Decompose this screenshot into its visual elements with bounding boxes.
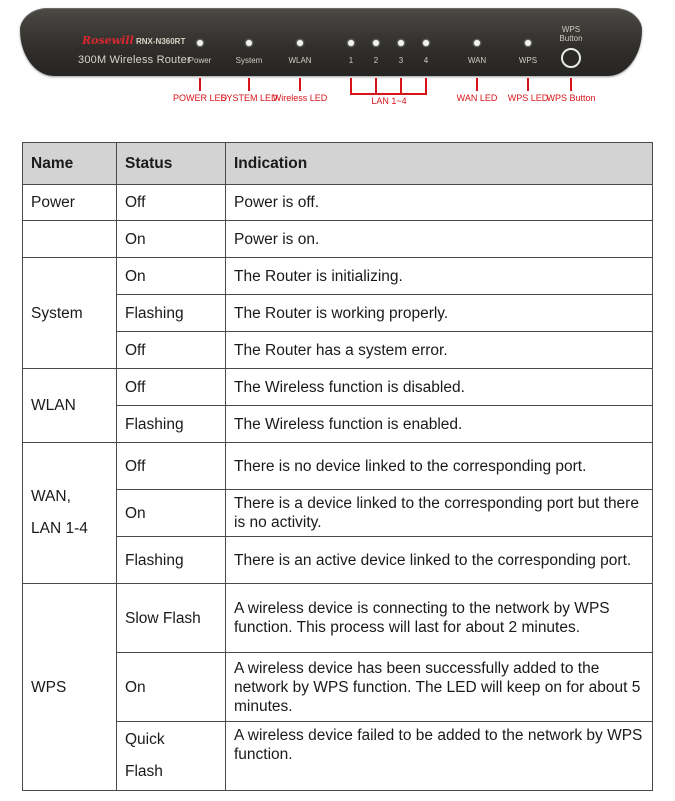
lan3-callout-line xyxy=(400,78,402,94)
wlan-led-icon xyxy=(297,40,303,46)
status-cell: Quick Flash xyxy=(117,722,226,791)
table-row xyxy=(23,221,653,258)
indication-cell: Power is off. xyxy=(226,185,653,221)
indication-cell: There is an active device linked to the corresponding port. xyxy=(226,537,653,584)
lan2-led-icon xyxy=(373,40,379,46)
wan-led-label: WAN xyxy=(467,56,487,65)
status-cell: Flashing xyxy=(117,406,226,443)
lan4-led-label: 4 xyxy=(423,56,429,65)
wps-led-icon xyxy=(525,40,531,46)
lan1-led-label: 1 xyxy=(348,56,354,65)
power-led-icon xyxy=(197,40,203,46)
wlan-led-label: WLAN xyxy=(288,56,312,65)
status-cell: Flashing xyxy=(117,295,226,332)
indication-cell: The Wireless function is enabled. xyxy=(226,406,653,443)
header-status: Status xyxy=(117,143,226,185)
wps-button-callout: WPS Button xyxy=(546,93,596,103)
wan-led-callout: WAN LED xyxy=(456,93,498,103)
led-name-system: System xyxy=(23,258,117,369)
indication-cell: The Router is initializing. xyxy=(226,258,653,295)
wireless-callout-line xyxy=(299,78,301,91)
led-status-table xyxy=(22,142,653,791)
status-cell: Slow Flash xyxy=(117,584,226,653)
indication-cell: Power is on. xyxy=(226,221,653,258)
table-row xyxy=(23,258,653,295)
table-row xyxy=(23,722,653,791)
header-indication: Indication xyxy=(226,143,653,185)
power-led-callout: POWER LED xyxy=(172,93,227,103)
wps-led-label: WPS xyxy=(518,56,538,65)
power-led-label: Power xyxy=(188,56,212,65)
lan4-led-icon xyxy=(423,40,429,46)
table-row xyxy=(23,406,653,443)
table-row xyxy=(23,332,653,369)
table-row xyxy=(23,490,653,537)
led-name-empty xyxy=(23,221,117,258)
status-cell: On xyxy=(117,490,226,537)
lan1-led-icon xyxy=(348,40,354,46)
wan-led-icon xyxy=(474,40,480,46)
table-row xyxy=(23,584,653,653)
lan3-led-icon xyxy=(398,40,404,46)
product-name: 300M Wireless Router xyxy=(78,54,191,66)
led-name-power: Power xyxy=(23,185,117,221)
status-cell: Off xyxy=(117,185,226,221)
router-front-panel xyxy=(20,8,642,76)
table-row xyxy=(23,369,653,406)
indication-cell: There is no device linked to the corresponding port. xyxy=(226,443,653,490)
status-cell: On xyxy=(117,653,226,722)
power-callout-line xyxy=(199,78,201,91)
led-name-wan-lan: WAN, LAN 1-4 xyxy=(23,443,117,584)
system-led-callout: SYSTEM LED xyxy=(220,93,278,103)
table-row xyxy=(23,185,653,221)
table-row xyxy=(23,653,653,722)
table-row xyxy=(23,537,653,584)
system-led-icon xyxy=(246,40,252,46)
wireless-led-callout: Wireless LED xyxy=(272,93,328,103)
indication-cell: The Router has a system error. xyxy=(226,332,653,369)
status-cell: On xyxy=(117,258,226,295)
lan2-led-label: 2 xyxy=(373,56,379,65)
indication-cell: A wireless device is connecting to the network by WPS function. This process will last for about 2 minutes. xyxy=(226,584,653,653)
system-callout-line xyxy=(248,78,250,91)
indication-cell: There is a device linked to the corresponding port but there is no activity. xyxy=(226,490,653,537)
status-cell: Off xyxy=(117,369,226,406)
status-cell: On xyxy=(117,221,226,258)
lan3-led-label: 3 xyxy=(398,56,404,65)
status-cell: Off xyxy=(117,332,226,369)
wps-button-panel-label: WPS Button xyxy=(559,25,583,43)
led-name-wlan: WLAN xyxy=(23,369,117,443)
indication-cell: The Router is working properly. xyxy=(226,295,653,332)
lan2-callout-line xyxy=(375,78,377,94)
status-cell: Off xyxy=(117,443,226,490)
lan-led-callout: LAN 1~4 xyxy=(371,96,407,106)
lan1-callout-line xyxy=(350,78,352,94)
wps-button-icon xyxy=(561,48,581,68)
indication-cell: A wireless device has been successfully added to the network by WPS function. The LED will keep on for about 5 minutes. xyxy=(226,653,653,722)
wps-button-callout-line xyxy=(570,78,572,91)
wps-led-callout: WPS LED xyxy=(507,93,549,103)
wps-led-callout-line xyxy=(527,78,529,91)
table-row xyxy=(23,295,653,332)
table-row xyxy=(23,443,653,490)
brand-logo: Rosewill xyxy=(82,34,134,47)
wan-callout-line xyxy=(476,78,478,91)
header-name: Name xyxy=(23,143,117,185)
system-led-label: System xyxy=(235,56,263,65)
lan4-callout-line xyxy=(425,78,427,94)
indication-cell: The Wireless function is disabled. xyxy=(226,369,653,406)
table-header-row xyxy=(23,143,653,185)
status-cell: Flashing xyxy=(117,537,226,584)
indication-cell: A wireless device failed to be added to the network by WPS function. xyxy=(226,722,653,791)
model-number: RNX-N360RT xyxy=(136,37,186,46)
led-name-wps: WPS xyxy=(23,584,117,791)
